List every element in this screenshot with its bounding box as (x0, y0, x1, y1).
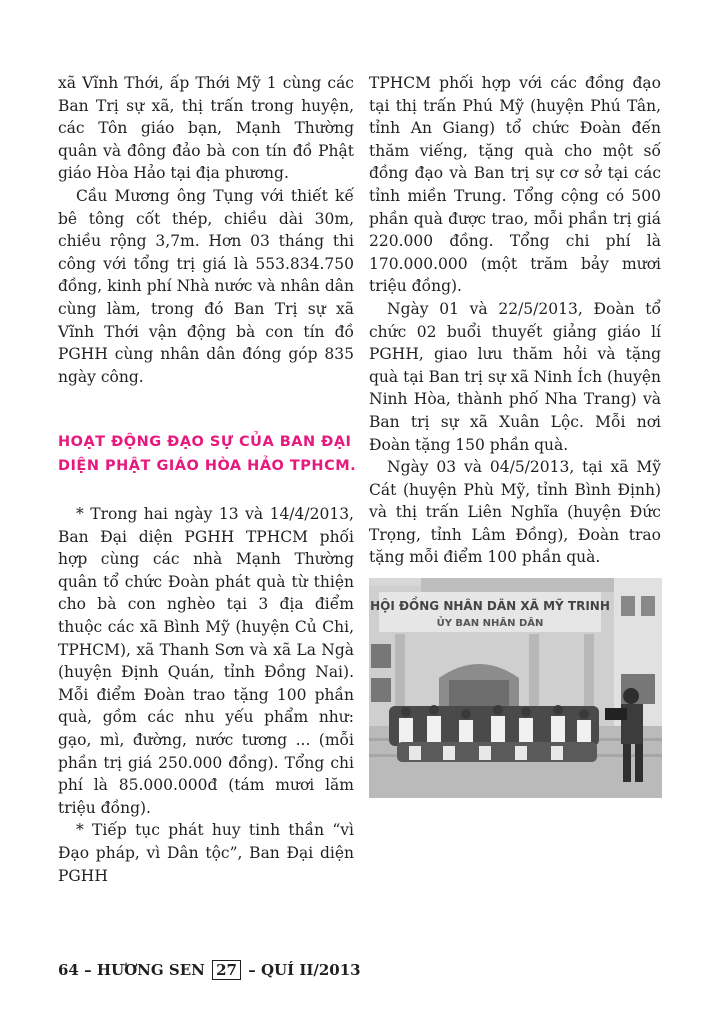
group-photo (369, 578, 662, 798)
sign-text-line1: HỘI ĐỒNG NHÂN DÂN XÃ MỸ TRINH (370, 599, 610, 613)
page-footer (58, 960, 361, 980)
paragraph: Ngày 03 và 04/5/2013, tại xã Mỹ Cát (huyện Phù Mỹ, tỉnh Bình Định) và thị trấn Liên Nghĩa (huyện Đức Trọng, tỉnh Lâm Đồng), Đoàn trao tặng mỗi điểm 100 phần quà. (369, 458, 661, 567)
right-column (369, 72, 661, 569)
paragraph: xã Vĩnh Thới, ấp Thới Mỹ 1 cùng các Ban Trị sự xã, thị trấn trong huyện, các Tôn giáo bạn, Mạnh Thường quân và đông đảo bà con tín đồ Phật giáo Hòa Hảo tại địa phương. (58, 74, 354, 183)
footer-separator: – (248, 961, 256, 979)
paragraph: TPHCM phối hợp với các đồng đạo tại thị trấn Phú Mỹ (huyện Phú Tân, tỉnh An Giang) tổ chức Đoàn đến thăm viếng, tặng quà cho một số đồng đạo và Ban trị sự cơ sở tại các tỉnh miền Trung. Tổng cộng có 500 phần quà được trao, mỗi phần trị giá 220.000 đồng. Tổng chi phí là 170.000.000 (một trăm bảy mươi triệu đồng). (369, 74, 661, 296)
magazine-name: HƯƠNG SEN (96, 961, 205, 979)
issue-number: 27 (212, 960, 241, 980)
section-body (58, 503, 354, 887)
paragraph: Cầu Mương ông Tụng với thiết kế bê tông cốt thép, chiều dài 30m, chiều rộng 3,7m. Hơn 03 tháng thi công với tổng trị giá là 553.834.750 đồng, kinh phí Nhà nước và nhân dân cùng làm, trong đó Ban Trị sự xã Vĩnh Thới vận động bà con tín đồ PGHH cùng nhân dân đóng góp 835 ngày công. (58, 186, 354, 386)
sign-text-line2: ỦY BAN NHÂN DÂN (436, 618, 544, 629)
group-photo-drawing (369, 578, 662, 798)
page-number: 64 (58, 961, 79, 979)
left-column (58, 72, 354, 388)
paragraph: * Tiếp tục phát huy tinh thần “vì Đạo pháp, vì Dân tộc”, Ban Đại diện PGHH (58, 821, 354, 885)
issue-period: QUÍ II/2013 (260, 961, 361, 979)
paragraph: * Trong hai ngày 13 và 14/4/2013, Ban Đại diện PGHH TPHCM phối hợp cùng các nhà Mạnh Thường quân tổ chức Đoàn phát quà từ thiện cho bà con nghèo tại 3 địa điểm thuộc các xã Bình Mỹ (huyện Củ Chi, TPHCM), xã Thanh Sơn và xã La Ngà (huyện Định Quán, tỉnh Đồng Nai). Mỗi điểm Đoàn trao tặng 100 phần quà, gồm các nhu yếu phẩm như: gạo, mì, đường, nước tương ... (mỗi phần trị giá 250.000 đồng). Tổng chi phí là 85.000.000đ (tám mươi lăm triệu đồng). (58, 505, 354, 817)
footer-separator: – (84, 961, 92, 979)
paragraph: Ngày 01 và 22/5/2013, Đoàn tổ chức 02 buổi thuyết giảng giáo lí PGHH, giao lưu thăm hỏi và tặng quà tại Ban trị sự xã Ninh Ích (huyện Ninh Hòa, thành phố Nha Trang) và Ban trị sự xã Xuân Lộc. Mỗi nơi Đoàn tặng 150 phần quà. (369, 299, 661, 454)
section-heading: HOẠT ĐỘNG ĐẠO SỰ CỦA BAN ĐẠI DIỆN PHẬT GIÁO HÒA HẢO TPHCM. (58, 434, 357, 474)
